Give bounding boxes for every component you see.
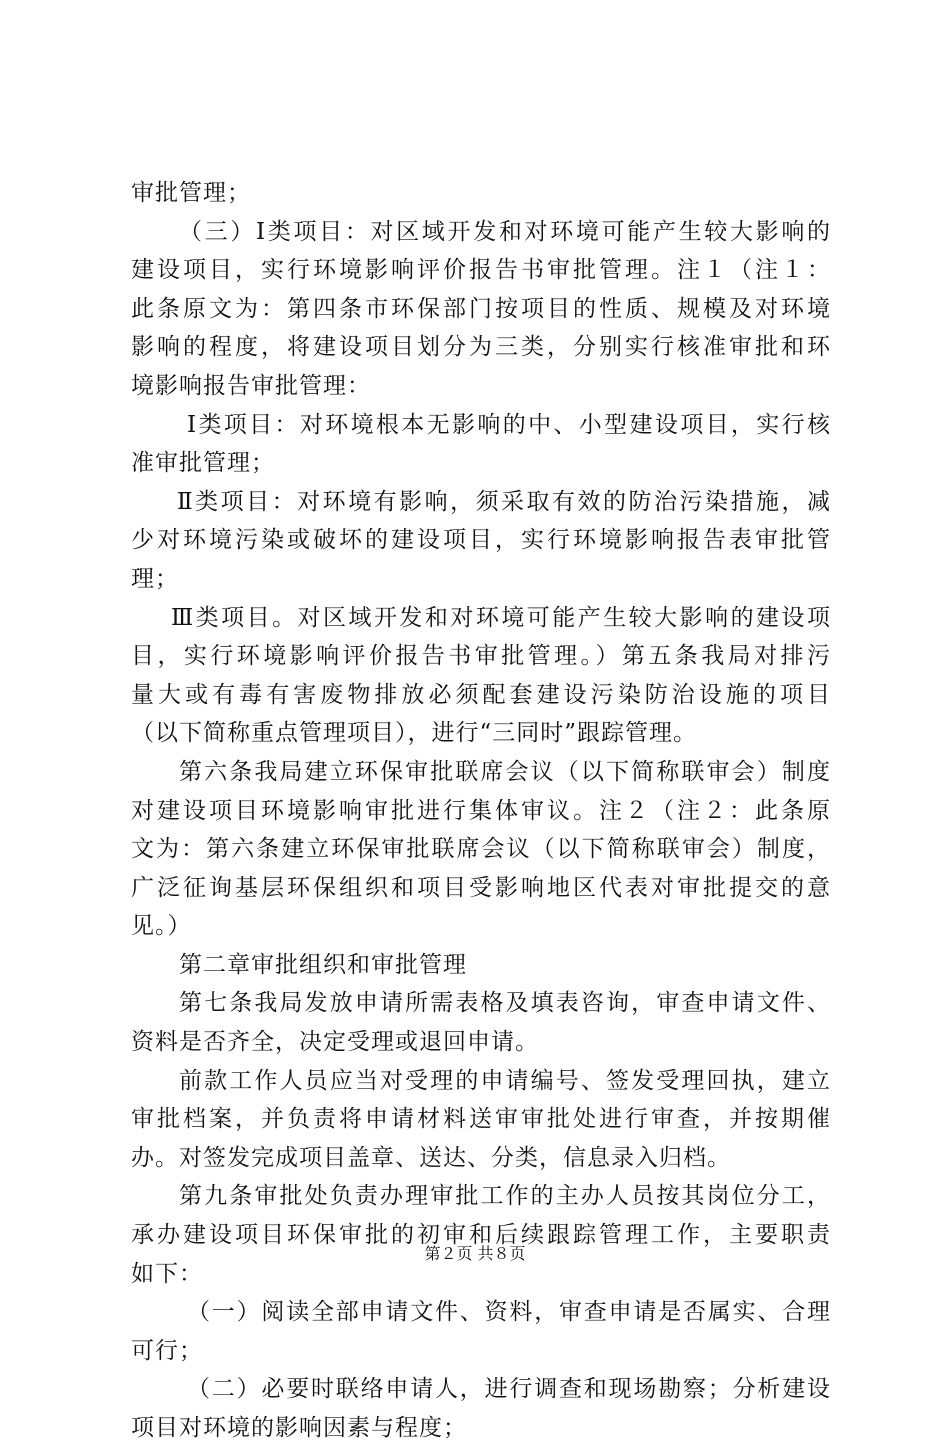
text-line: 第九条审批处负责办理审批工作的主办人员按其岗位分工， (179, 1183, 831, 1210)
text-line: 项目对环境的影响因素与程度； (131, 1415, 467, 1441)
text-line: 文为：第六条建立环保审批联席会议（以下简称联审会）制度， (131, 836, 831, 863)
text-line: 目，实行环境影响评价报告书审批管理。）第五条我局对排污 (131, 643, 831, 670)
text-line: 审批档案，并负责将申请材料送审审批处进行审查，并按期催 (131, 1106, 831, 1133)
chapter-heading: 第二章审批组织和审批管理 (179, 951, 467, 978)
page-number-footer: 第２页 共８页 (424, 1244, 526, 1263)
text-line: （以下简称重点管理项目），进行“三同时”跟踪管理。 (131, 720, 698, 747)
text-line: （三）Ⅰ类项目：对区域开发和对环境可能产生较大影响的 (179, 218, 831, 245)
text-line: （一）阅读全部申请文件、资料，审查申请是否属实、合理 (187, 1299, 831, 1326)
text-line: 理； (131, 565, 179, 592)
text-line: 境影响报告审批管理： (131, 372, 371, 399)
text-line: 第七条我局发放申请所需表格及填表咨询，审查申请文件、 (179, 990, 831, 1017)
text-line: 第六条我局建立环保审批联席会议（以下简称联审会）制度 (179, 758, 831, 785)
text-line: 广泛征询基层环保组织和项目受影响地区代表对审批提交的意 (131, 874, 831, 901)
text-line: Ⅱ类项目：对环境有影响，须采取有效的防治污染措施，减 (177, 488, 831, 515)
text-line: 资料是否齐全，决定受理或退回申请。 (131, 1029, 539, 1056)
text-line: 此条原文为：第四条市环保部门按项目的性质、规模及对环境 (131, 295, 831, 322)
text-line: 影响的程度，将建设项目划分为三类，分别实行核准审批和环 (131, 334, 831, 361)
text-line: 见。） (131, 913, 192, 940)
text-line: 审批管理； (131, 180, 251, 206)
text-line: 如下： (131, 1260, 203, 1287)
text-line: （二）必要时联络申请人，进行调查和现场勘察；分析建设 (187, 1376, 831, 1403)
text-line: 前款工作人员应当对受理的申请编号、签发受理回执，建立 (179, 1067, 831, 1094)
text-line: Ⅰ类项目：对环境根本无影响的中、小型建设项目，实行核 (187, 411, 831, 438)
text-line: 可行； (131, 1337, 203, 1364)
text-line: Ⅲ类项目。对区域开发和对环境可能产生较大影响的建设项 (171, 604, 831, 631)
text-line: 量大或有毒有害废物排放必须配套建设污染防治设施的项目 (131, 681, 831, 708)
text-line: 对建设项目环境影响审批进行集体审议。注２（注２：此条原 (131, 797, 831, 824)
text-line: 办。对签发完成项目盖章、送达、分类，信息录入归档。 (131, 1144, 731, 1171)
text-line: 准审批管理； (131, 450, 275, 477)
text-line: 建设项目，实行环境影响评价报告书审批管理。注１（注１： (131, 257, 831, 284)
text-line: 少对环境污染或破坏的建设项目，实行环境影响报告表审批管 (131, 527, 831, 554)
text-line: 承办建设项目环保审批的初审和后续跟踪管理工作，主要职责 (131, 1222, 831, 1249)
